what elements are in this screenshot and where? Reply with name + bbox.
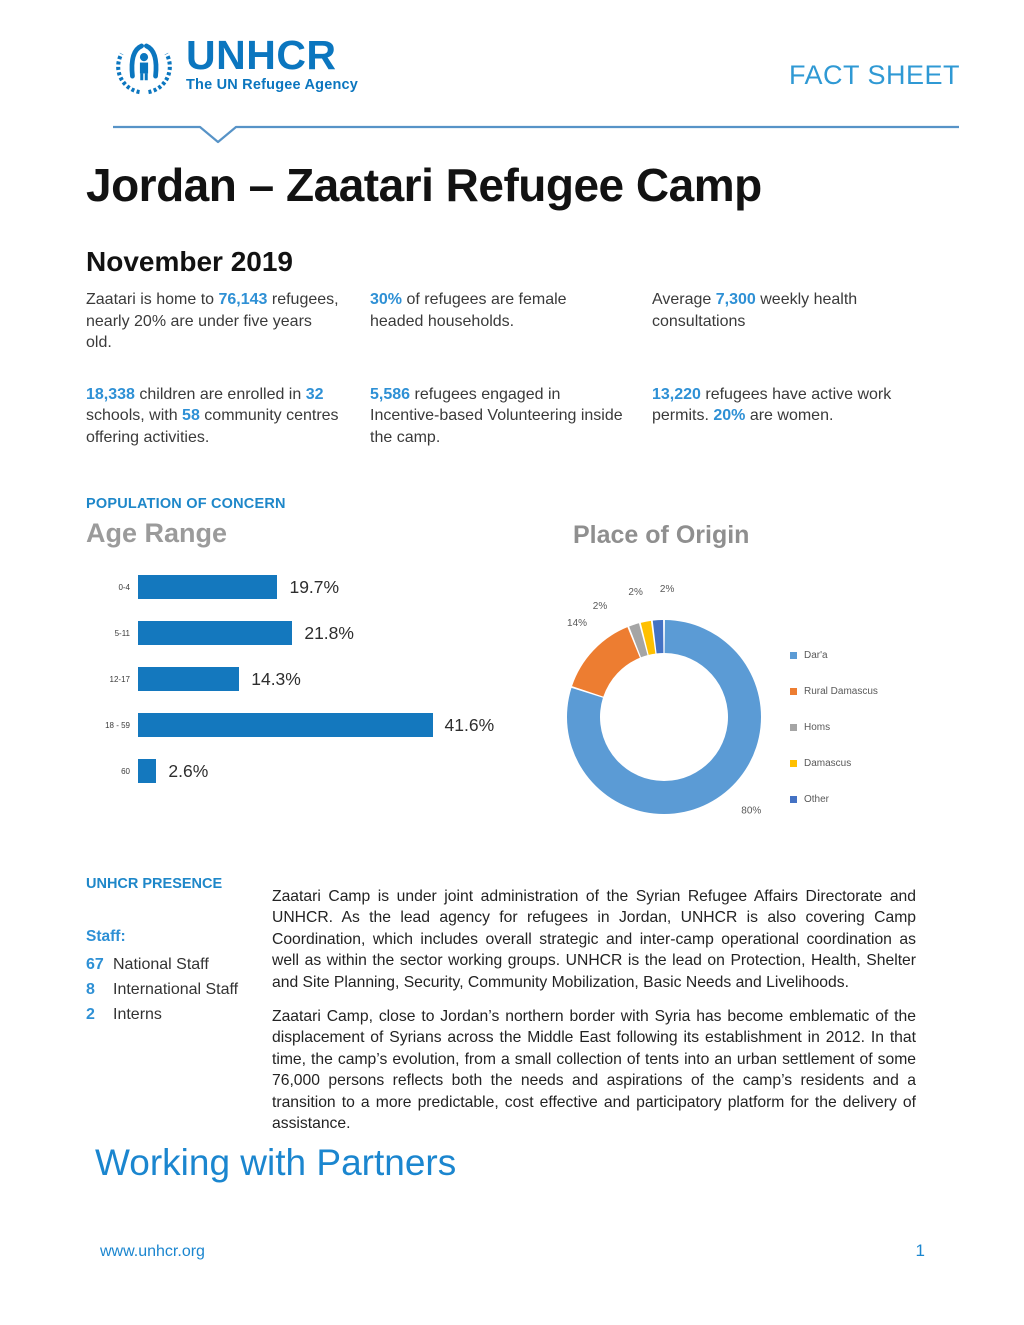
legend-swatch-icon (790, 652, 797, 659)
legend-swatch-icon (790, 796, 797, 803)
stat-text: children are enrolled in (134, 385, 306, 403)
working-with-partners-heading: Working with Partners (95, 1142, 457, 1183)
stat-text: refugees have active work permits. (652, 385, 892, 424)
stat-population (86, 289, 370, 354)
legend-label: Other (804, 794, 830, 805)
footer-website-link[interactable]: www.unhcr.org (100, 1243, 205, 1260)
staff-role: Interns (113, 1006, 162, 1023)
stat-work-permits (652, 384, 932, 449)
stat-text: Average (652, 291, 716, 308)
bar-row (86, 610, 526, 656)
legend-label: Rural Damascus (804, 686, 878, 697)
logo-wordmark: UNHCR (186, 32, 337, 78)
staff-count: 8 (86, 981, 95, 998)
legend-label: Damascus (804, 758, 852, 769)
stat-highlight-value: 76,143 (218, 291, 268, 308)
bar-row (86, 656, 526, 702)
donut-legend (790, 650, 878, 830)
stat-highlight-value: 13,220 (652, 385, 701, 403)
stat-text: refugees engaged in Incentive-based Volunteering inside the camp. (370, 385, 623, 446)
stat-text: are women. (745, 407, 834, 424)
staff-count: 2 (86, 1006, 95, 1023)
stat-text: of refugees are female headed households. (370, 291, 567, 330)
bar (138, 759, 156, 783)
donut-slice-rural-damascus (572, 627, 640, 696)
stat-highlight-value: 32 (305, 385, 324, 403)
donut-value-label: 2% (659, 584, 675, 596)
stat-education (86, 384, 370, 449)
stat-volunteering (370, 384, 652, 449)
bar-value-label: 2.6% (168, 760, 209, 781)
bar (138, 667, 239, 691)
staff-count: 67 (86, 956, 104, 973)
stat-health-consultations (652, 289, 932, 354)
bar-category-label: 18 - 59 (105, 720, 130, 730)
legend-item (790, 758, 878, 769)
staff-row (86, 977, 238, 1002)
stat-highlight-value: 18,338 (86, 385, 135, 403)
legend-label: Homs (804, 722, 831, 733)
population-of-concern-label: POPULATION OF CONCERN (86, 496, 286, 512)
staff-list (86, 952, 238, 1027)
logo-tagline: The UN Refugee Agency (186, 77, 359, 94)
bar (138, 621, 292, 645)
stat-text: weekly health consultations (652, 291, 858, 330)
stat-highlight-value: 20% (713, 407, 746, 424)
donut-value-label: 14% (567, 618, 588, 630)
legend-item (790, 686, 878, 697)
bar-category-label: 60 (121, 766, 130, 776)
bar (138, 713, 433, 737)
body-paragraph-2: Zaatari Camp, close to Jordan’s northern border with Syria has become emblematic of the displacement of Syrians across the Middle East following its establishment in 2012. In that time, the camp’s evolution, from a small collection of tents into an urban settlement of some 76,000 persons reflects both the needs and aspirations of the camp’s residents and a transition to a more predictable, cost effective and participatory platform for the delivery of assistance. (272, 1008, 916, 1133)
legend-item (790, 722, 878, 733)
footer-page-number: 1 (915, 1241, 925, 1260)
staff-row (86, 952, 238, 977)
staff-row (86, 1002, 238, 1027)
staff-role: National Staff (113, 956, 209, 973)
stat-highlight-value: 7,300 (715, 291, 756, 308)
unhcr-presence-label: UNHCR PRESENCE (86, 876, 223, 892)
body-text (272, 886, 916, 1134)
age-range-chart-title: Age Range (86, 518, 228, 548)
donut-value-label: 2% (628, 587, 643, 599)
staff-label: Staff: (86, 928, 126, 945)
stat-text: community centres offering activities. (86, 407, 339, 446)
bar-value-label: 41.6% (444, 714, 495, 735)
bar-row (86, 702, 526, 748)
page-title: Jordan – Zaatari Refugee Camp (86, 159, 762, 211)
legend-label: Dar'a (804, 650, 828, 661)
bar-row (86, 748, 526, 794)
legend-swatch-icon (790, 724, 797, 731)
place-of-origin-chart-title: Place of Origin (573, 521, 750, 549)
fact-sheet-label: FACT SHEET (788, 60, 960, 90)
stat-text: schools, with (86, 407, 183, 424)
legend-swatch-icon (790, 688, 797, 695)
bar-category-label: 12-17 (109, 674, 130, 684)
report-date: November 2019 (86, 246, 294, 277)
legend-item (790, 650, 878, 661)
unhcr-logo (110, 34, 358, 102)
stat-highlight-value: 58 (182, 407, 200, 424)
bar-value-label: 21.8% (304, 622, 354, 643)
unhcr-emblem-icon (110, 34, 178, 102)
stat-text: Zaatari is home to (86, 291, 219, 308)
header-divider-chevron (112, 124, 960, 148)
stat-female-households (370, 289, 652, 354)
donut-value-label: 80% (741, 805, 762, 817)
bar-row (86, 564, 526, 610)
legend-swatch-icon (790, 760, 797, 767)
legend-item (790, 794, 878, 805)
bar (138, 575, 277, 599)
stat-text: refugees, nearly 20% are under five years old. (86, 291, 339, 351)
stat-highlight-value: 5,586 (370, 385, 411, 403)
donut-value-label: 2% (592, 601, 608, 613)
body-paragraph-1: Zaatari Camp is under joint administration of the Syrian Refugee Affairs Directorate and UNHCR. As the lead agency for refugees in Jordan, UNHCR is also covering Camp Coordination, which includes overall strategic and inter-camp operational coordination as well as within the sector working groups. UNHCR is the lead on Protection, Health, Shelter and Site Planning, Security, Community Mobilization, Basic Needs and Livelihoods. (272, 888, 916, 991)
bar-category-label: 5-11 (114, 628, 130, 638)
bar-value-label: 19.7% (289, 576, 340, 597)
key-figures-grid (86, 289, 932, 448)
staff-role: International Staff (113, 981, 239, 998)
age-range-chart (86, 564, 526, 794)
bar-value-label: 14.3% (251, 668, 301, 689)
stat-highlight-value: 30% (370, 291, 403, 308)
bar-category-label: 0-4 (118, 582, 130, 592)
place-of-origin-chart (540, 580, 810, 850)
